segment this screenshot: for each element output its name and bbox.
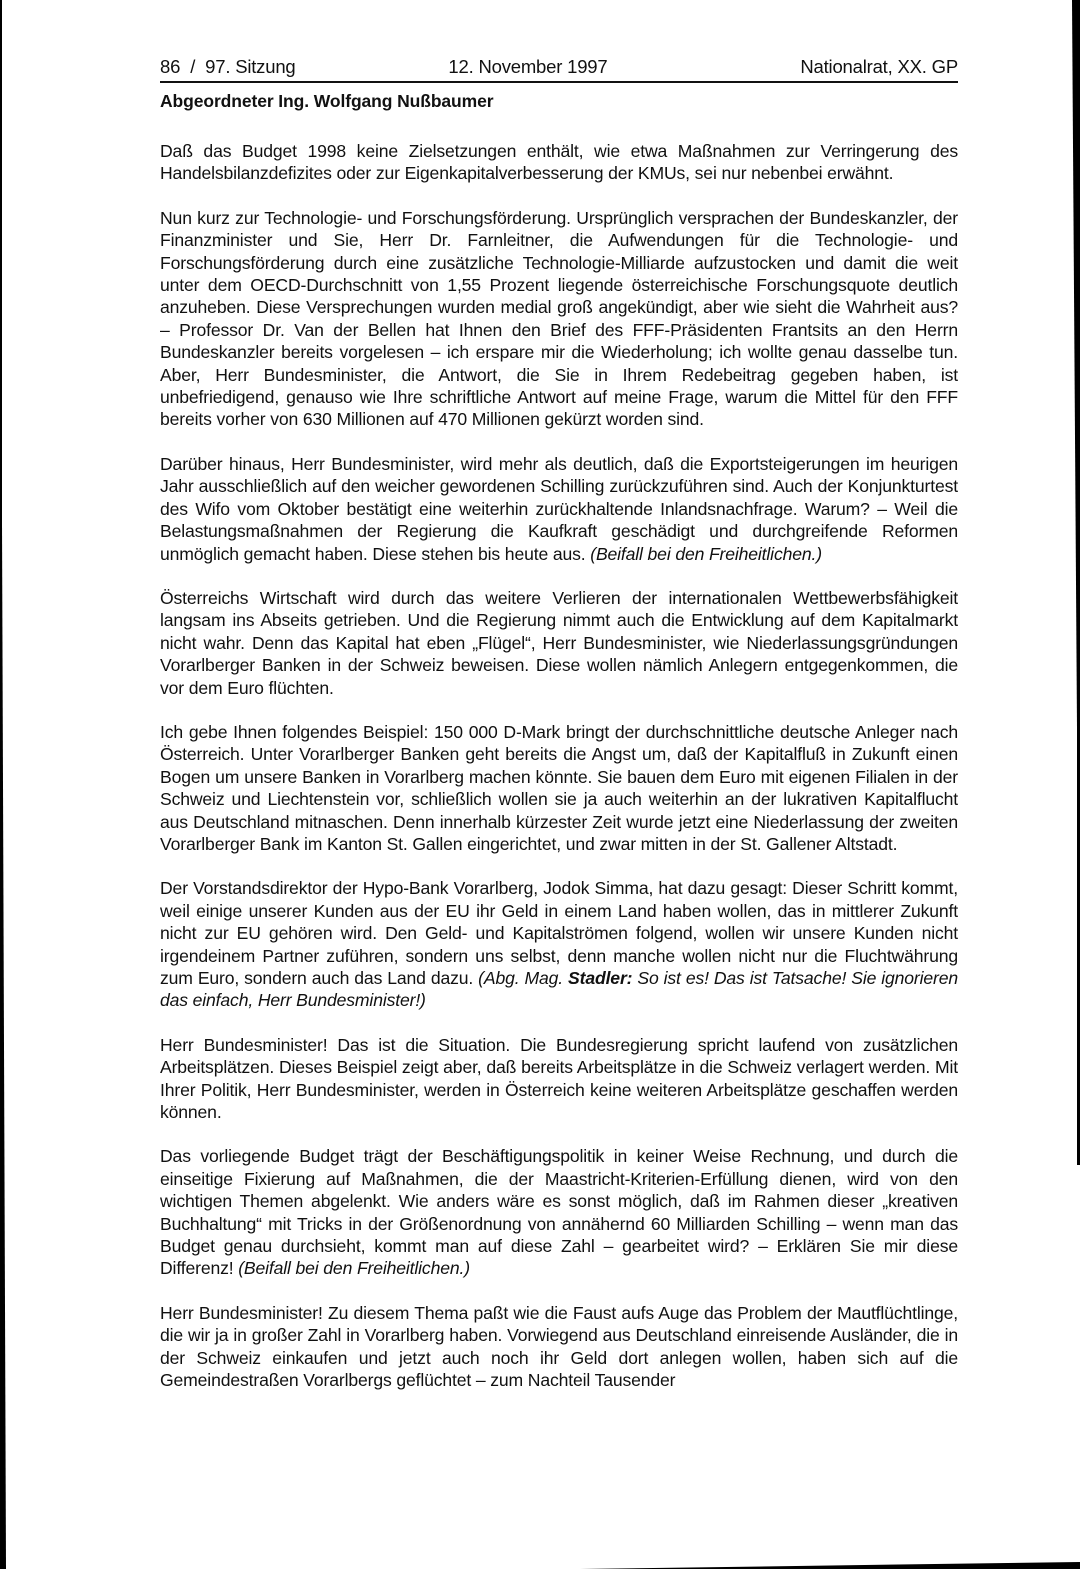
paragraph-text: Der Vorstandsdirektor der Hypo-Bank Vorarlberg, Jodok Simma, hat dazu gesagt: Dieser Schritt kommt, weil einige unserer Kunden aus der EU ihr Geld in einem Land haben wollen, das in mittlerer Zukunft nicht zur EU gehören wird. Den Geld- und Kapitalströmen folgend, wollen wir unsere Kunden nicht irgendeinem Partner zuführen, sondern uns selbst, denn manche wollen nicht nur die Fluchtwährung zum Euro, sondern auch das Land dazu. — [160, 878, 958, 988]
header-left — [160, 56, 296, 78]
paragraph-text: Nun kurz zur Technologie- und Forschungsförderung. Ursprünglich versprachen der Bundeskanzler, der Finanzminister und Sie, Herr Dr. Farnleitner, die Aufwendungen für die Technologie- und Forschungsförderung durch eine zusätzliche Technologie-Milliarde aufzustocken und damit die weit unter dem OECD-Durchschnitt von 1,55 Prozent liegende österreichische Forschungsquote deutlich anzuheben. Diese Versprechungen wurden medial groß angekündigt, aber wie sieht die Wahrheit aus? – Professor Dr. Van der Bellen hat Ihnen den Brief des FFF-Präsidenten Frantsits an den Herrn Bundeskanzler bereits vorgelesen – ich erspare mir die Wiederholung; ich wollte genau dasselbe tun. Aber, Herr Bundesminister, die Antwort, die Sie in Ihrem Redebeitrag gegeben haben, ist unbefriedigend, genauso wie Ihre schriftliche Antwort auf meine Frage, warum die Mittel für den FFF bereits vorher von 630 Millionen auf 470 Millionen gekürzt worden sind. — [160, 207, 958, 430]
paragraph — [160, 721, 958, 855]
interjection-speaker: Stadler: — [568, 968, 633, 988]
paragraph — [160, 1302, 958, 1392]
scan-border-left-wedge — [0, 0, 6, 1569]
scan-border-right-wedge — [1072, 0, 1080, 1165]
paragraph — [160, 207, 958, 431]
legislative-body: Nationalrat, XX. GP — [800, 56, 958, 77]
speaker-name: Abgeordneter Ing. Wolfgang Nußbaumer — [160, 91, 494, 111]
paragraph — [160, 140, 958, 185]
paragraph — [160, 877, 958, 1011]
paragraph-text: Herr Bundesminister! Zu diesem Thema paßt wie die Faust aufs Auge das Problem der Mautflüchtlinge, die wir ja in großer Zahl in Vorarlberg haben. Vorwiegend aus Deutschland einreisende Ausländer, die in der Schweiz einkaufen und jetzt auch noch ihr Geld dort anlegen wollen, haben sich auf die Gemeindestraßen Vorarlbergs geflüchtet – zum Nachteil Tausender — [160, 1302, 958, 1391]
scan-border-bottom — [580, 1562, 1080, 1569]
interjection-prefix: (Abg. Mag. — [478, 968, 569, 988]
session-label: 97. Sitzung — [205, 56, 296, 77]
header-separator: / — [190, 56, 196, 77]
paragraph — [160, 453, 958, 565]
interjection-applause: (Beifall bei den Freiheitlichen.) — [238, 1258, 470, 1279]
interjection-text: So ist es! Das ist Tatsache! Sie ignorieren das einfach, Herr Bundesminister!) — [160, 968, 958, 1011]
paragraph-text: Österreichs Wirtschaft wird durch das weitere Verlieren der internationalen Wettbewerbsfähigkeit langsam ins Abseits getrieben. Und die Regierung nimmt auch die Entwicklung auf dem Kapitalmarkt nicht wahr. Denn das Kapital hat eben „Flügel“, Herr Bundesminister, wie Niederlassungsgründungen Vorarlberger Banken in der Schweiz beweisen. Diese wollen nämlich Anlegern entgegenkommen, die vor dem Euro flüchten. — [160, 587, 958, 698]
page-number: 86 — [160, 56, 181, 77]
document-page — [160, 56, 958, 1392]
session-date: 12. November 1997 — [448, 56, 608, 77]
paragraph-text: Ich gebe Ihnen folgendes Beispiel: 150 000 D-Mark bringt der durchschnittliche deutsche Anleger nach Österreich. Unter Vorarlberger Banken geht bereits die Angst um, daß der Kapitalfluß in Zukunft einen Bogen um unsere Banken in Vorarlberg machen könnte. Sie bauen dem Euro mit eigenen Filialen in der Schweiz und Liechtenstein vor, schließlich wollen sie ja auch weiterhin an der lukrativen Kapitalflucht aus Deutschland mitnaschen. Denn innerhalb kürzester Zeit wurde jetzt eine Niederlassung der zweiten Vorarlberger Bank im Kanton St. Gallen eingerichtet, und zwar mitten in der St. Gallener Altstadt. — [160, 721, 958, 854]
paragraph-text: Herr Bundesminister! Das ist die Situation. Die Bundesregierung spricht laufend von zusätzlichen Arbeitsplätzen. Dieses Beispiel zeigt aber, daß bereits Arbeitsplätze in die Schweiz verlagert werden. Mit Ihrer Politik, Herr Bundesminister, werden in Österreich keine weiteren Arbeitsplätze geschaffen werden können. — [160, 1034, 958, 1123]
interjection-applause: (Beifall bei den Freiheitlichen.) — [590, 543, 822, 564]
paragraph-text: Das vorliegende Budget trägt der Beschäftigungspolitik in keiner Weise Rechnung, und durch die einseitige Fixierung auf Maßnahmen, die der Maastricht-Kriterien-Erfüllung dienen, wird von den wichtigen Themen abgelenkt. Wie anders wäre es sonst möglich, daß im Rahmen dieser „kreativen Buchhaltung“ mit Tricks in der Größenordnung von annähernd 60 Milliarden Schilling – wenn man das Budget genau durchsieht, kommt man auf diese Zahl – gearbeitet wird? – Erklären Sie mir diese Differenz! — [160, 1146, 958, 1279]
paragraph-text: Daß das Budget 1998 keine Zielsetzungen enthält, wie etwa Maßnahmen zur Verringerung des Handelsbilanzdefizites oder zur Eigenkapitalverbesserung der KMUs, sei nur nebenbei erwähnt. — [160, 141, 958, 184]
speech-body — [160, 140, 958, 1392]
running-header — [160, 56, 958, 83]
paragraph — [160, 587, 958, 699]
paragraph — [160, 1145, 958, 1279]
paragraph-text: Darüber hinaus, Herr Bundesminister, wird mehr als deutlich, daß die Exportsteigerungen im heurigen Jahr ausschließlich auf den weicher gewordenen Schilling zurückzuführen sind. Auch der Konjunkturtest des Wifo vom Oktober bestätigt eine weiterhin zurückhaltende Inlandsnachfrage. Warum? – Weil die Belastungsmaßnahmen der Regierung die Kaufkraft geschädigt und durchgreifende Reformen unmöglich gemacht haben. Diese stehen bis heute aus. — [160, 453, 958, 564]
paragraph — [160, 1034, 958, 1124]
